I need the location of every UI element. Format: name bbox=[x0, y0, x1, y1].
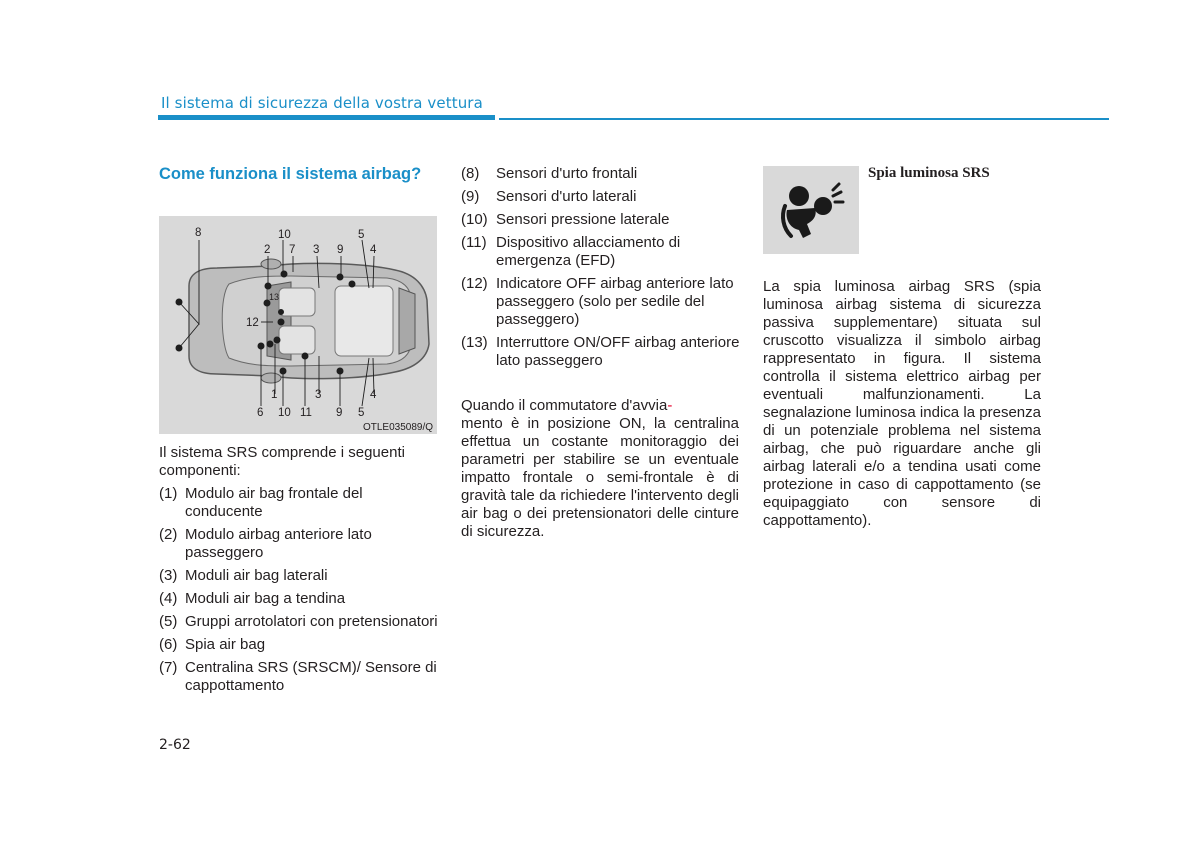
rear-seat bbox=[335, 286, 393, 356]
car-diagram bbox=[159, 216, 437, 434]
header-bar bbox=[158, 115, 495, 120]
list-item: (11) Dispositivo allacciamento di emergenza (EFD) bbox=[461, 234, 681, 269]
svg-text:11: 11 bbox=[300, 407, 312, 419]
warning-lamp-title: Spia luminosa SRS bbox=[868, 165, 990, 181]
running-header: Il sistema di sicurezza della vostra vettura bbox=[161, 94, 483, 112]
svg-text:3: 3 bbox=[313, 244, 320, 256]
svg-text:3: 3 bbox=[315, 389, 322, 401]
list-item: (5) Gruppi arrotolatori con pretensionatori bbox=[159, 613, 438, 630]
list-item: (8) Sensori d'urto frontali bbox=[461, 165, 638, 182]
svg-text:8: 8 bbox=[195, 227, 202, 239]
list-item: (1) Modulo air bag frontale del conducente bbox=[159, 485, 363, 520]
svg-text:6: 6 bbox=[257, 407, 264, 419]
airbag-layout-figure bbox=[159, 216, 437, 434]
section-title: Come funziona il sistema airbag? bbox=[159, 165, 422, 183]
svg-text:12: 12 bbox=[246, 317, 259, 329]
svg-text:10: 10 bbox=[278, 407, 291, 419]
list-item: (9) Sensori d'urto laterali bbox=[461, 188, 637, 205]
list-item: (6) Spia air bag bbox=[159, 636, 266, 653]
components-list-b bbox=[461, 165, 746, 375]
list-item: (4) Moduli air bag a tendina bbox=[159, 590, 346, 607]
warning-lamp-paragraph: La spia luminosa airbag SRS (spia luminosa airbag sistema di sicurezza passiva supplementare) situata sul cruscotto visualizza il simbolo airbag rappresentato in figura. Il sistema controlla il sistema elettrico airbag per eventuali malfunzionamenti. La segnalazione luminosa indica la presenza di un potenziale problema nel sistema airbag, che può riguardare anche gli airbag laterali e/o a tendina usati come protezione in caso di cappottamento (se equipaggiato con sensore di cappottamento). bbox=[763, 278, 1041, 529]
figure-code: OTLE035089/Q bbox=[362, 422, 433, 433]
svg-text:13: 13 bbox=[269, 292, 280, 302]
header-rule bbox=[499, 118, 1109, 120]
svg-text:5: 5 bbox=[358, 229, 365, 241]
svg-text:4: 4 bbox=[370, 244, 377, 256]
front-seat-right bbox=[279, 326, 315, 354]
list-item: (2) Modulo airbag anteriore lato passeggero bbox=[159, 526, 372, 561]
svg-text:2: 2 bbox=[264, 244, 271, 256]
svg-text:4: 4 bbox=[370, 389, 377, 401]
svg-text:9: 9 bbox=[336, 407, 343, 419]
svg-text:1: 1 bbox=[271, 389, 278, 401]
list-item: (7) Centralina SRS (SRSCM)/ Sensore di cappottamento bbox=[159, 659, 437, 694]
components-list-a bbox=[159, 485, 444, 700]
list-item: (10) Sensori pressione laterale bbox=[461, 211, 670, 228]
svg-text:7: 7 bbox=[289, 244, 296, 256]
svg-text:10: 10 bbox=[278, 229, 291, 241]
rear-window bbox=[399, 288, 415, 354]
list-item: (3) Moduli air bag laterali bbox=[159, 567, 328, 584]
warning-lamp-panel bbox=[763, 166, 859, 254]
mirror-right bbox=[261, 373, 281, 383]
airbag-warning-icon bbox=[763, 166, 859, 254]
front-seat-left bbox=[279, 288, 315, 316]
svg-text:5: 5 bbox=[358, 407, 365, 419]
mirror-left bbox=[261, 259, 281, 269]
svg-text:9: 9 bbox=[337, 244, 344, 256]
ignition-paragraph: Quando il commutatore d'avvia- mento è in posizione ON, la centralina effettua un costante monitoraggio dei parametri per stabilire se un eventuale impatto frontale o semi-frontale è di gravità tale da richiedere l'intervento degli air bag o dei pretensionatori delle cinture di sicurezza. bbox=[461, 397, 739, 540]
list-item: (13) Interruttore ON/OFF airbag anteriore lato passeggero bbox=[461, 334, 740, 369]
list-item: (12) Indicatore OFF airbag anteriore lato passeggero (solo per sedile del passeggero) bbox=[461, 275, 734, 328]
intro-text: Il sistema SRS comprende i seguenti componenti: bbox=[159, 444, 405, 479]
page-number: 2-62 bbox=[159, 737, 191, 753]
